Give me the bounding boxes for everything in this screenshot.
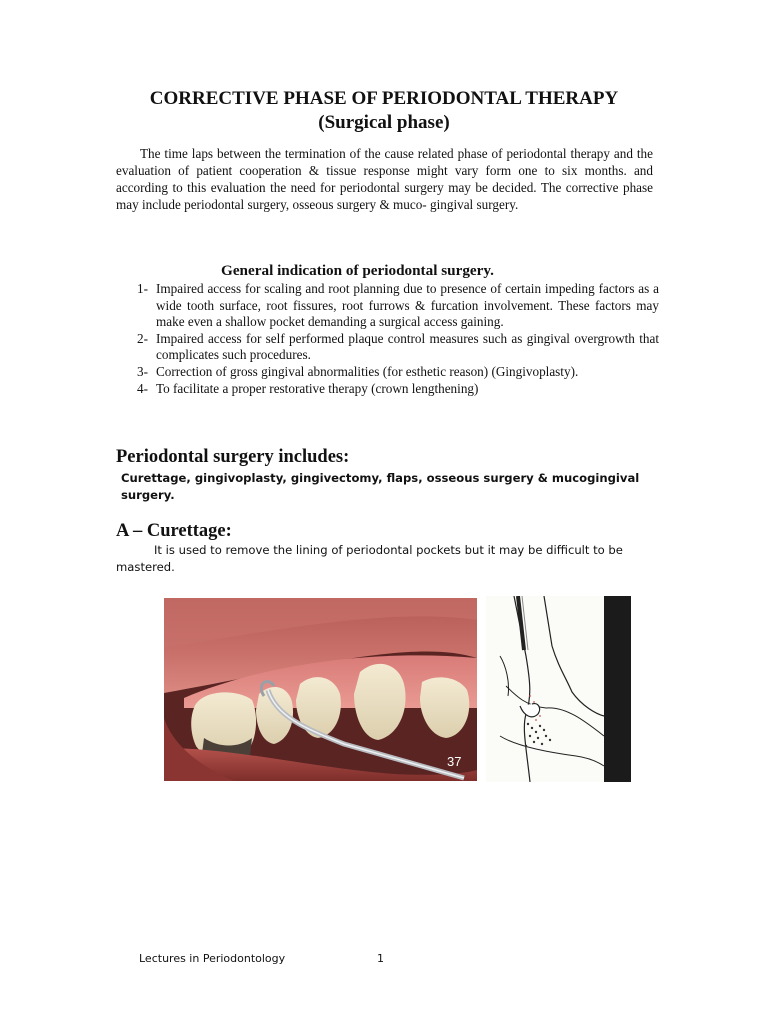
photo-number-label: 37 [447, 754, 462, 769]
indications-heading: General indication of periodontal surgery. [221, 262, 494, 279]
intro-paragraph: The time laps between the termination of the cause related phase of periodontal therapy and the evaluation of patient cooperation & tissue response might vary form one to six months. and according to this evaluation the need for periodontal surgery may be decided. The corrective phase may include periodontal surgery, osseous surgery & muco- gingival surgery. [116, 146, 653, 212]
list-item-text: To facilitate a proper restorative therapy (crown lengthening) [156, 380, 479, 396]
surgery-includes-heading: Periodontal surgery includes: [116, 447, 350, 467]
page-number: 1 [377, 952, 384, 965]
list-item [137, 364, 659, 381]
indications-list [137, 281, 659, 397]
surgery-includes-text: Curettage, gingivoplasty, gingivectomy, flaps, osseous surgery & mucogingival surgery. [121, 471, 640, 502]
curettage-text: It is used to remove the lining of periodontal pockets but it may be difficult to be mastered. [116, 543, 623, 574]
list-item [137, 281, 659, 331]
curettage-photo [164, 598, 477, 781]
list-item-number: 1- [137, 281, 148, 296]
list-item-text: Correction of gross gingival abnormalities (for esthetic reason) (Gingivoplasty). [156, 363, 579, 379]
curettage-diagram [486, 596, 631, 782]
curettage-heading: A – Curettage: [116, 521, 232, 541]
footer-title: Lectures in Periodontology [139, 952, 286, 965]
page-subtitle: (Surgical phase) [318, 112, 450, 133]
list-item-number: 3- [137, 363, 148, 379]
page-title: CORRECTIVE PHASE OF PERIODONTAL THERAPY [149, 88, 619, 109]
list-item [137, 331, 659, 364]
list-item-text: Impaired access for self performed plaque control measures such as gingival overgrowth that complicates such procedures. [156, 330, 659, 363]
list-item-number: 2- [137, 330, 148, 346]
list-item-number: 4- [137, 380, 148, 396]
list-item [137, 381, 659, 398]
list-item-text: Impaired access for scaling and root planning due to presence of certain impeding factors as a wide tooth surface, root fissures, root furrows & furcation involvement. These factors may make even a shallow pocket demanding a surgical access gaining. [156, 281, 659, 330]
